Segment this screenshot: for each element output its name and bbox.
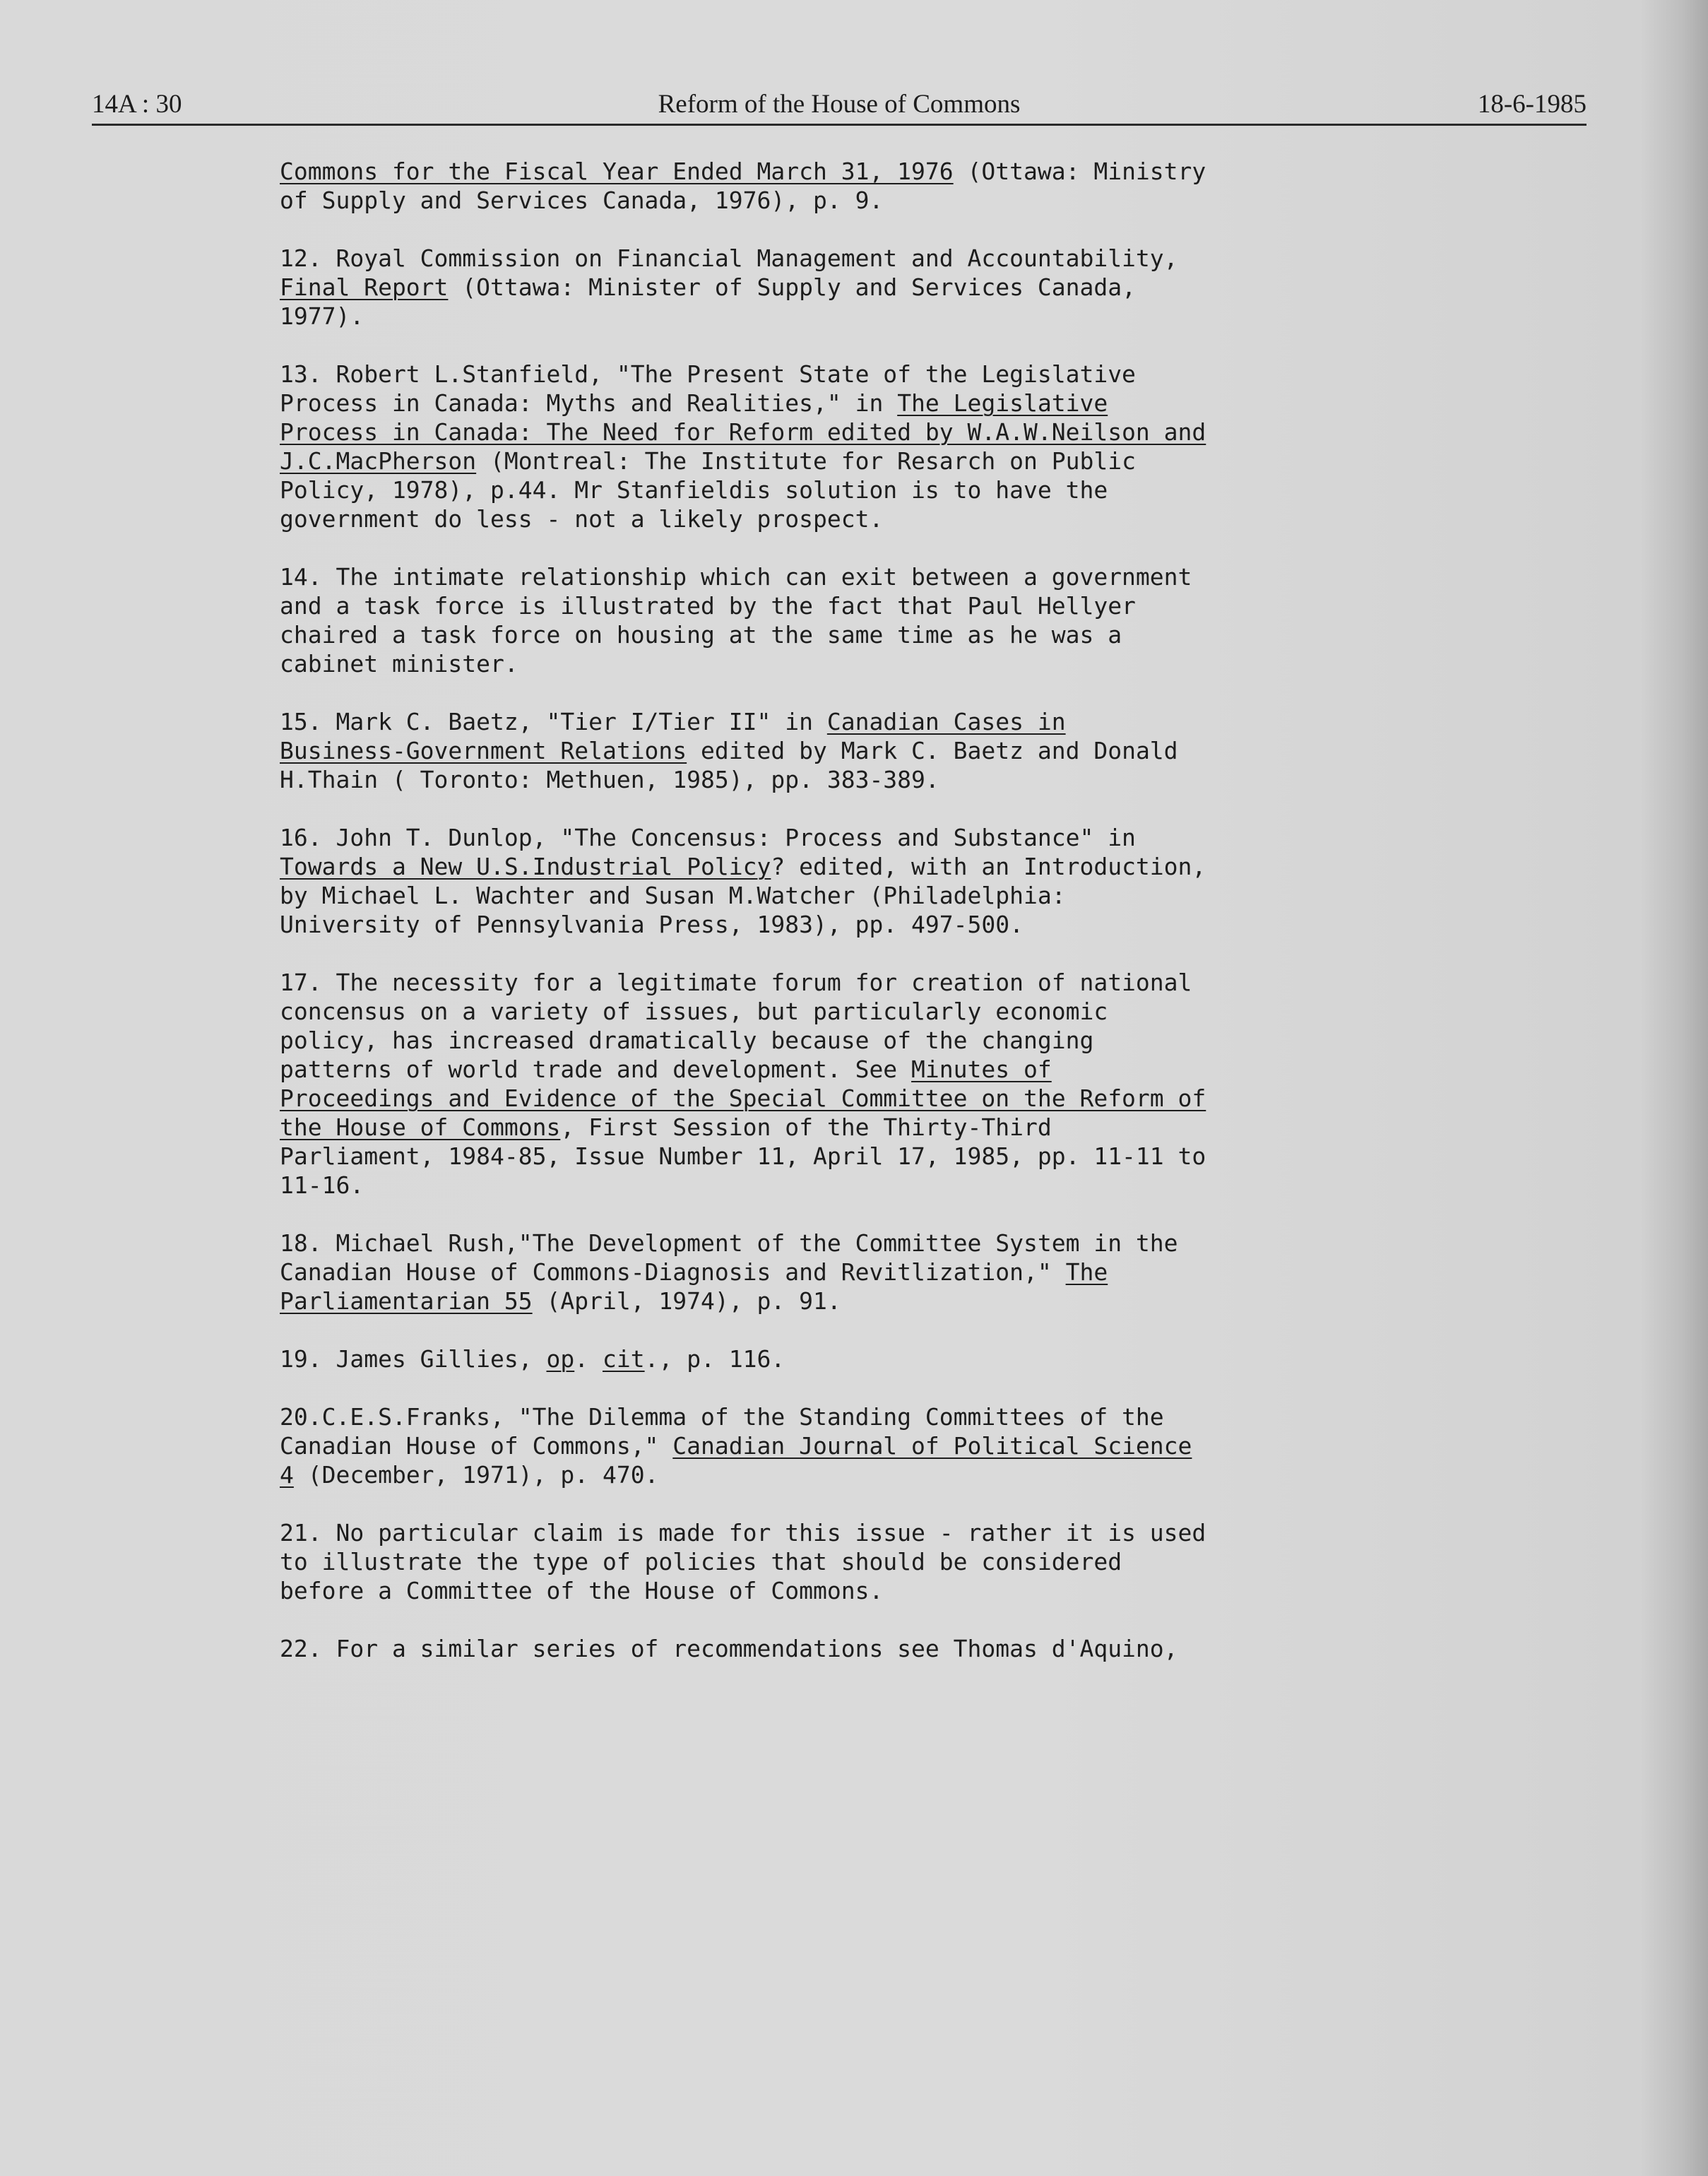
endnote xyxy=(280,1634,1481,1663)
endnote-text: chaired a task force on housing at the same time as he was a xyxy=(280,621,1122,649)
endnote-line xyxy=(280,1055,1481,1084)
endnote-line xyxy=(280,1026,1481,1055)
endnote-text: government do less - not a likely prospect. xyxy=(280,505,884,533)
endnote-line xyxy=(280,1084,1481,1113)
endnote-text: 15. Mark C. Baetz, "Tier I/Tier II" in xyxy=(280,708,827,735)
underlined-title-text: op xyxy=(546,1345,575,1373)
endnote-line xyxy=(280,881,1481,910)
endnote-text: , First Session of the Thirty-Third xyxy=(560,1113,1052,1141)
endnote-text: edited by Mark C. Baetz and Donald xyxy=(687,737,1178,764)
endnote xyxy=(280,1344,1481,1373)
underlined-title-text: 4 xyxy=(280,1461,294,1489)
underlined-title-text: Final Report xyxy=(280,273,449,301)
header-date: 18-6-1985 xyxy=(1477,90,1587,119)
endnote-text: of Supply and Services Canada, 1976), p. 9. xyxy=(280,187,884,214)
endnote-text: by Michael L. Wachter and Susan M.Watcher (Philadelphia: xyxy=(280,882,1066,909)
underlined-title-text: The xyxy=(1065,1258,1108,1286)
endnote-text: 14. The intimate relationship which can exit between a government xyxy=(280,563,1192,591)
endnote-line xyxy=(280,736,1481,765)
endnote-text: 12. Royal Commission on Financial Management and Accountability, xyxy=(280,244,1178,272)
endnote-text: to illustrate the type of policies that should be considered xyxy=(280,1548,1122,1575)
endnote-text: cabinet minister. xyxy=(280,650,518,678)
endnote xyxy=(280,360,1481,533)
endnote-text: 13. Robert L.Stanfield, "The Present State of the Legislative xyxy=(280,360,1136,388)
running-title: Reform of the House of Commons xyxy=(658,90,1021,119)
endnote-text: (Ottawa: Ministry xyxy=(953,158,1206,185)
endnote xyxy=(280,968,1481,1200)
endnote-line xyxy=(280,968,1481,997)
endnote-line xyxy=(280,1229,1481,1258)
endnote-text: Policy, 1978), p.44. Mr Stanfieldis solution is to have the xyxy=(280,476,1108,504)
underlined-title-text: Proceedings and Evidence of the Special Committee on the Reform of xyxy=(280,1084,1206,1112)
endnote-text: 17. The necessity for a legitimate forum for creation of national xyxy=(280,969,1192,996)
endnote-line xyxy=(280,186,1481,215)
endnote-line xyxy=(280,418,1481,447)
underlined-title-text: The Legislative xyxy=(897,389,1108,417)
endnote-text: 18. Michael Rush,"The Development of the Committee System in the xyxy=(280,1229,1178,1257)
endnote-text: 21. No particular claim is made for this issue - rather it is used xyxy=(280,1519,1206,1547)
endnote-line xyxy=(280,244,1481,273)
endnote-line xyxy=(280,852,1481,881)
endnote-text: ., p. 116. xyxy=(644,1345,785,1373)
endnote-text: 11-16. xyxy=(280,1171,364,1199)
endnotes-list xyxy=(280,157,1481,1692)
endnote-line xyxy=(280,1431,1481,1460)
endnote-text: 1977). xyxy=(280,302,364,330)
endnote-line xyxy=(280,475,1481,504)
endnote-text: H.Thain ( Toronto: Methuen, 1985), pp. 383-389. xyxy=(280,766,939,793)
endnote-text: and a task force is illustrated by the fact that Paul Hellyer xyxy=(280,592,1136,620)
endnote-text: (Montreal: The Institute for Resarch on Public xyxy=(476,447,1136,475)
endnote-line xyxy=(280,504,1481,533)
endnote-text: Parliament, 1984-85, Issue Number 11, April 17, 1985, pp. 11-11 to xyxy=(280,1142,1206,1170)
endnote-line xyxy=(280,823,1481,852)
endnote-line xyxy=(280,1547,1481,1576)
underlined-title-text: Towards a New U.S.Industrial Policy xyxy=(280,853,771,880)
endnote-line xyxy=(280,389,1481,418)
endnote-line xyxy=(280,765,1481,794)
endnote-line xyxy=(280,447,1481,475)
endnote-text: 22. For a similar series of recommendations see Thomas d'Aquino, xyxy=(280,1635,1178,1662)
endnote xyxy=(280,823,1481,939)
endnote-line xyxy=(280,910,1481,939)
endnote xyxy=(280,244,1481,331)
endnote-line xyxy=(280,360,1481,389)
endnote-line xyxy=(280,1287,1481,1315)
endnote-text: concensus on a variety of issues, but particularly economic xyxy=(280,998,1108,1025)
endnote-text: 19. James Gillies, xyxy=(280,1345,547,1373)
endnote-line xyxy=(280,1402,1481,1431)
underlined-title-text: Business-Government Relations xyxy=(280,737,687,764)
endnote-line xyxy=(280,1258,1481,1287)
endnote-text: (December, 1971), p. 470. xyxy=(293,1461,659,1489)
endnote-line xyxy=(280,649,1481,678)
endnote-text: Process in Canada: Myths and Realities," in xyxy=(280,389,898,417)
header-rule xyxy=(92,124,1587,126)
endnote-line xyxy=(280,707,1481,736)
underlined-title-text: Minutes of xyxy=(911,1056,1052,1083)
endnote-text: Canadian House of Commons-Diagnosis and Revitlization," xyxy=(280,1258,1066,1286)
underlined-title-text: Canadian Journal of Political Science xyxy=(672,1432,1192,1460)
endnote-line xyxy=(280,1344,1481,1373)
endnote-text: . xyxy=(574,1345,603,1373)
endnote-line xyxy=(280,1518,1481,1547)
endnote-text: 20.C.E.S.Franks, "The Dilemma of the Standing Committees of the xyxy=(280,1403,1164,1431)
page-number: 14A : 30 xyxy=(92,90,182,119)
endnote-line xyxy=(280,997,1481,1026)
endnote-text: patterns of world trade and development. See xyxy=(280,1056,912,1083)
underlined-title-text: cit xyxy=(603,1345,645,1373)
underlined-title-text: Parliamentarian 55 xyxy=(280,1287,533,1315)
underlined-title-text: the House of Commons xyxy=(280,1113,561,1141)
endnote xyxy=(280,157,1481,215)
underlined-title-text: Canadian Cases in xyxy=(826,708,1066,735)
endnote-text: (April, 1974), p. 91. xyxy=(532,1287,841,1315)
endnote-line xyxy=(280,1460,1481,1489)
underlined-title-text: Process in Canada: The Need for Reform edited by W.A.W.Neilson and xyxy=(280,418,1206,446)
endnote-line xyxy=(280,1142,1481,1171)
endnote-text: 16. John T. Dunlop, "The Concensus: Process and Substance" in xyxy=(280,824,1136,851)
page-header xyxy=(92,83,1587,126)
endnote-line xyxy=(280,157,1481,186)
underlined-title-text: J.C.MacPherson xyxy=(280,447,477,475)
underlined-title-text: Commons for the Fiscal Year Ended March 31, 1976 xyxy=(280,158,954,185)
endnote xyxy=(280,562,1481,678)
endnote-text: (Ottawa: Minister of Supply and Services Canada, xyxy=(448,273,1136,301)
endnote-text: University of Pennsylvania Press, 1983), pp. 497-500. xyxy=(280,911,1024,938)
endnote-line xyxy=(280,562,1481,591)
endnote xyxy=(280,1518,1481,1605)
endnote-line xyxy=(280,1171,1481,1200)
endnote-line xyxy=(280,302,1481,331)
endnote-text: policy, has increased dramatically because of the changing xyxy=(280,1027,1094,1054)
endnote xyxy=(280,1402,1481,1489)
endnote-line xyxy=(280,1113,1481,1142)
endnote-line xyxy=(280,620,1481,649)
endnote-text: ? edited, with an Introduction, xyxy=(771,853,1206,880)
endnote xyxy=(280,707,1481,794)
endnote-text: before a Committee of the House of Commons. xyxy=(280,1577,884,1604)
endnote-line xyxy=(280,273,1481,302)
endnote xyxy=(280,1229,1481,1315)
endnote-line xyxy=(280,1634,1481,1663)
endnote-text: Canadian House of Commons," xyxy=(280,1432,673,1460)
endnote-line xyxy=(280,591,1481,620)
endnote-line xyxy=(280,1576,1481,1605)
